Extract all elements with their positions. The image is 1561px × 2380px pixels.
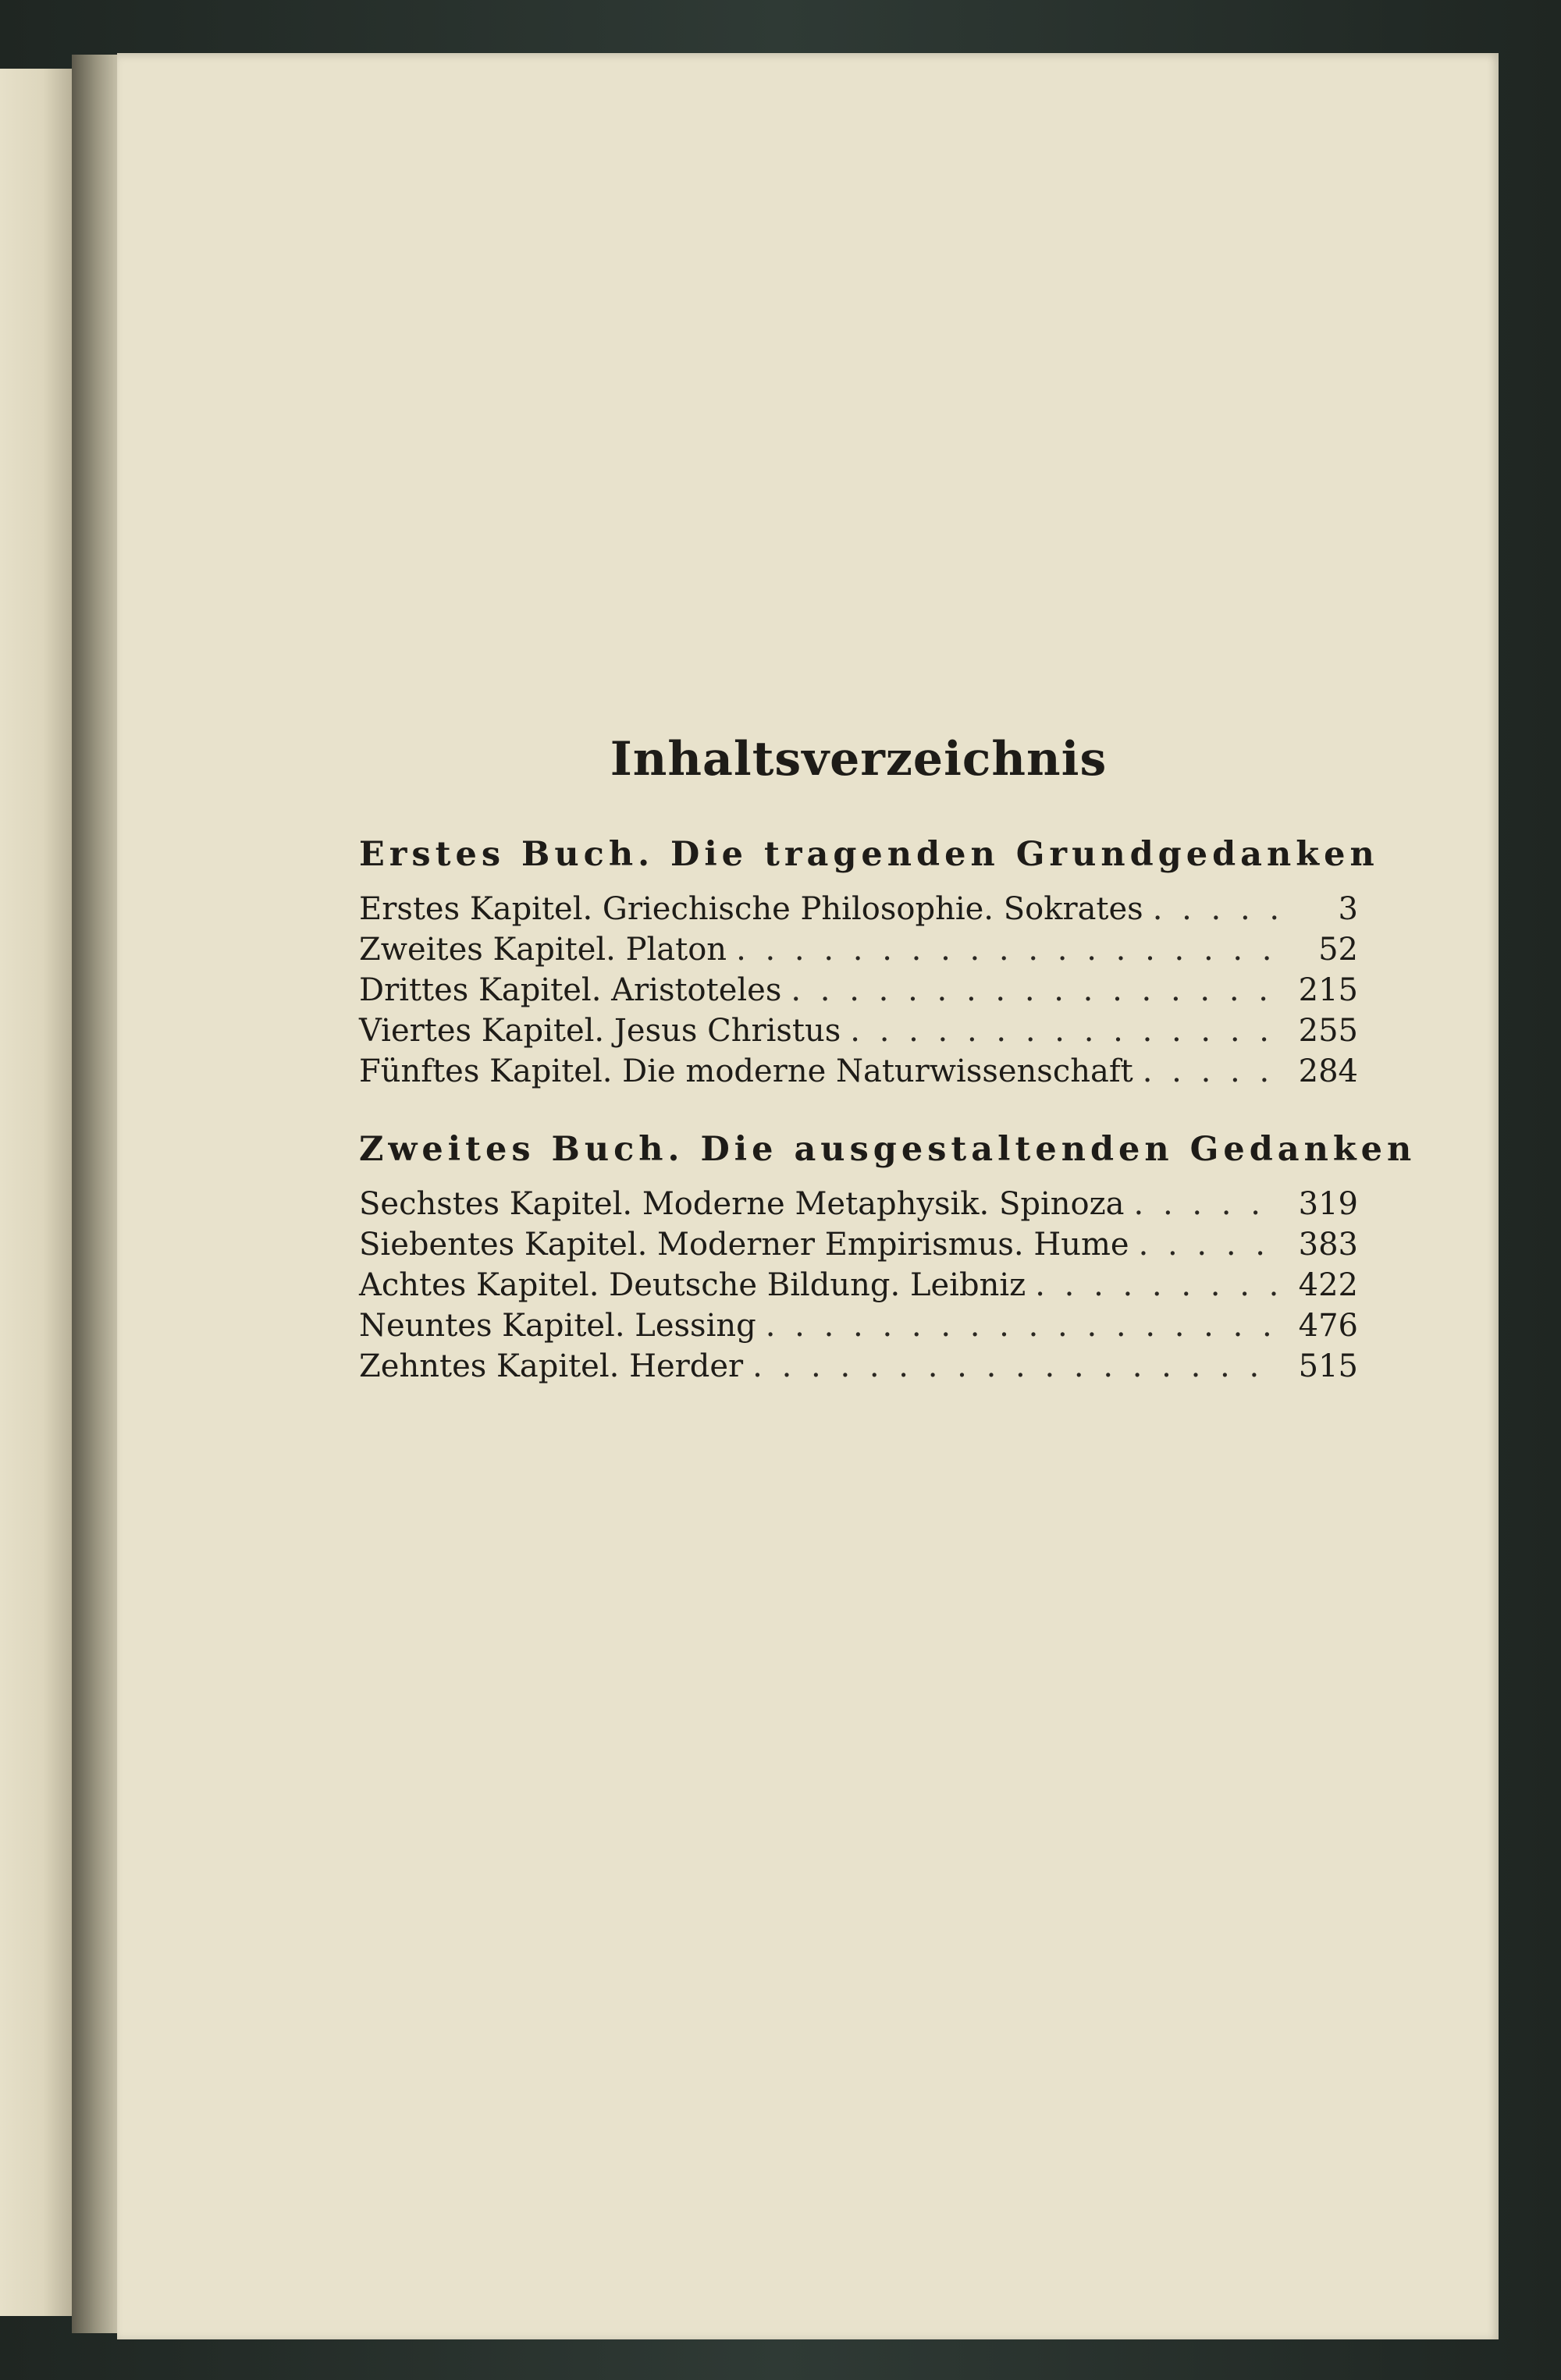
toc-entry: [359, 1053, 1358, 1094]
chapter-page-number: 476: [1298, 1308, 1358, 1344]
chapter-page-number: 319: [1298, 1186, 1358, 1222]
toc-entry: [359, 1308, 1358, 1348]
dot-leader: [1035, 1267, 1278, 1303]
dot-leader: [850, 1013, 1278, 1049]
chapter-label: Fünftes Kapitel. Die moderne Naturwissenschaft: [359, 1053, 1133, 1089]
toc-entry: [359, 972, 1358, 1013]
dot-leader: [752, 1348, 1278, 1384]
chapter-label: Sechstes Kapitel. Moderne Metaphysik. Spinoza: [359, 1186, 1125, 1222]
chapter-label: Zweites Kapitel. Platon: [359, 932, 727, 968]
toc-entry: [359, 1013, 1358, 1053]
chapter-page-number: 515: [1298, 1348, 1358, 1384]
chapter-page-number: 255: [1298, 1013, 1358, 1049]
book-page: [117, 53, 1499, 2339]
dot-leader: [1153, 891, 1278, 927]
dot-leader: [791, 972, 1278, 1008]
left-page-edge: [0, 69, 72, 2316]
chapter-page-number: 52: [1318, 932, 1358, 968]
toc-entry: [359, 1348, 1358, 1389]
chapter-page-number: 422: [1298, 1267, 1358, 1303]
chapter-page-number: 3: [1338, 891, 1358, 927]
chapter-label: Viertes Kapitel. Jesus Christus: [359, 1013, 841, 1049]
book-title-1: Erstes Buch. Die tragenden Grundgedanken: [359, 835, 1379, 874]
dot-leader: [766, 1308, 1278, 1344]
chapter-page-number: 215: [1298, 972, 1358, 1008]
table-of-contents: [359, 732, 1417, 1389]
toc-entry: [359, 932, 1358, 972]
dot-leader: [736, 932, 1278, 968]
chapter-label: Zehntes Kapitel. Herder: [359, 1348, 744, 1384]
dot-leader: [1143, 1053, 1278, 1089]
chapter-label: Neuntes Kapitel. Lessing: [359, 1308, 756, 1344]
toc-entry: [359, 891, 1358, 932]
chapter-label: Siebentes Kapitel. Moderner Empirismus. Hume: [359, 1227, 1129, 1263]
dot-leader: [1134, 1186, 1278, 1222]
toc-title: Inhaltsverzeichnis: [610, 732, 1108, 787]
chapter-page-number: 383: [1298, 1227, 1358, 1263]
chapter-list-book-1: [359, 891, 1358, 1094]
chapter-label: Drittes Kapitel. Aristoteles: [359, 972, 782, 1008]
chapter-list-book-2: [359, 1186, 1358, 1389]
toc-entry: [359, 1267, 1358, 1308]
chapter-page-number: 284: [1298, 1053, 1358, 1089]
dot-leader: [1139, 1227, 1278, 1263]
book-title-2: Zweites Buch. Die ausgestaltenden Gedanken: [359, 1130, 1417, 1169]
chapter-label: Achtes Kapitel. Deutsche Bildung. Leibniz: [359, 1267, 1026, 1303]
chapter-label: Erstes Kapitel. Griechische Philosophie. Sokrates: [359, 891, 1143, 927]
toc-entry: [359, 1186, 1358, 1227]
toc-entry: [359, 1227, 1358, 1267]
